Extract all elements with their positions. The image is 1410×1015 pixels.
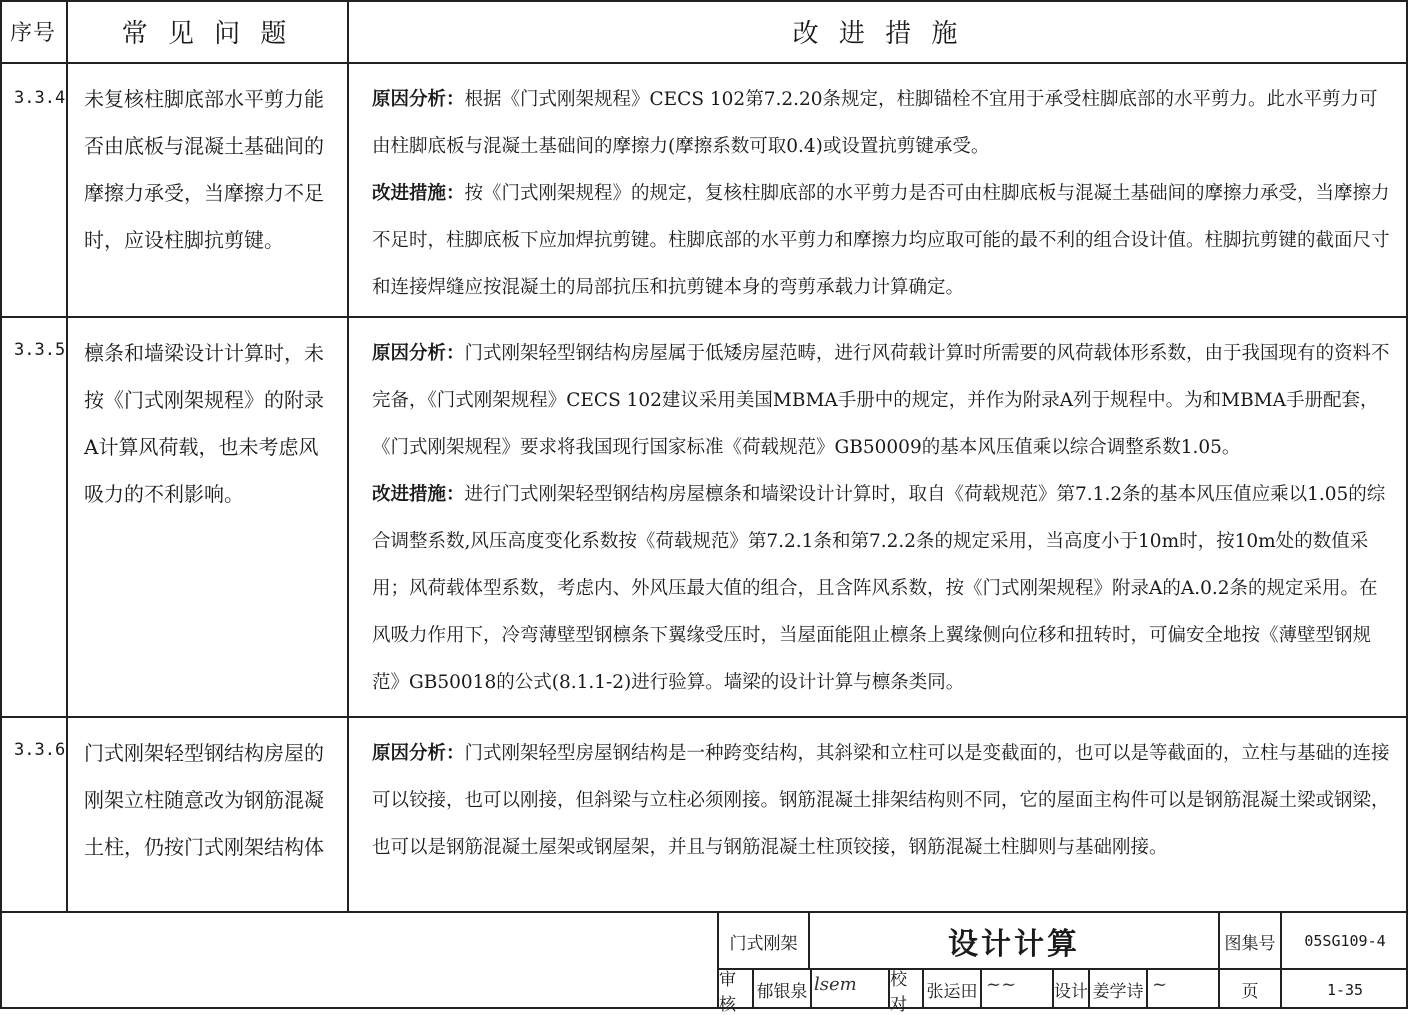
cause-label: 原因分析： (372, 343, 465, 364)
measure-block (372, 730, 1392, 871)
fix-text: 按《门式刚架规程》的规定，复核柱脚底部的水平剪力是否可由柱脚底板与混凝土基础间的摩擦力承受，当摩擦力不足时，柱脚底板下应加焊抗剪键。柱脚底部的水平剪力和摩擦力均应取可能的最不利的组合设计值。柱脚抗剪键的截面尺寸和连接焊缝应按混凝土的局部抗压和抗剪键本身的弯剪承载力计算确定。 (372, 183, 1390, 298)
measure-block (372, 330, 1392, 706)
cause-label: 原因分析： (372, 743, 465, 764)
titleblock-divider (980, 968, 982, 1009)
problem-text: 未复核柱脚底部水平剪力能否由底板与混凝土基础间的摩擦力承受，当摩擦力不足时，应设柱脚抗剪键。 (84, 87, 324, 252)
titleblock-divider (810, 968, 812, 1009)
titleblock-divider (1146, 968, 1148, 1009)
problem-text: 檩条和墙梁设计计算时，未按《门式刚架规程》的附录A计算风荷载，也未考虑风吸力的不利影响。 (84, 341, 324, 506)
reviewer-signature: lsem (814, 974, 857, 995)
titleblock-check-label: 校对 (890, 969, 907, 1015)
checker-signature: ~~ (986, 974, 1017, 995)
row-divider (0, 716, 1408, 718)
header-serial: 序号 (9, 20, 56, 46)
titleblock-review-label: 审核 (719, 969, 736, 1015)
fix-label: 改进措施： (372, 484, 465, 505)
titleblock-designer: 姜学诗 (1092, 982, 1144, 1002)
designer-signature: ~ (1152, 974, 1168, 995)
cause-text: 门式刚架轻型钢结构房屋属于低矮房屋范畴，进行风荷载计算时所需要的风荷载体形系数，由于我国现有的资料不完备，《门式刚架规程》CECS 102建议采用美国MBMA手册中的规定，并作为附录A列于规程中。为和MBMA手册配套，《门式刚架规程》要求将我国现行国家标准《荷载规范》GB50009的基本风压值乘以综合调整系数1.05。 (372, 343, 1390, 458)
titleblock-design-label: 设计 (1054, 982, 1088, 1002)
header-problem: 常 见 问 题 (121, 18, 293, 49)
col-divider (66, 0, 68, 912)
problem-text: 门式刚架轻型钢结构房屋的刚架立柱随意改为钢筋混凝土柱，仍按门式刚架结构体 (84, 741, 324, 859)
row-number: 3.3.4 (14, 88, 66, 108)
measure-block (372, 76, 1392, 311)
titleblock-reviewer: 郁银泉 (756, 982, 808, 1002)
fix-label: 改进措施： (372, 183, 465, 204)
cause-label: 原因分析： (372, 89, 465, 110)
titleblock-atlas-label: 图集号 (1224, 933, 1276, 954)
titleblock-atlas-number: 05SG109-4 (1304, 932, 1386, 950)
titleblock-title: 设计计算 (948, 927, 1080, 962)
row-number: 3.3.6 (14, 740, 66, 760)
titleblock-page-label: 页 (1241, 982, 1259, 1002)
table-bottom-line (0, 911, 1408, 913)
titleblock-category: 门式刚架 (729, 933, 798, 954)
row-divider (0, 316, 1408, 318)
header-divider (0, 62, 1408, 64)
titleblock-checker: 张运田 (926, 982, 978, 1002)
titleblock-page-number: 1-35 (1326, 980, 1364, 999)
row-number: 3.3.5 (14, 340, 66, 360)
cause-text: 根据《门式刚架规程》CECS 102第7.2.20条规定，柱脚锚栓不宜用于承受柱脚底部的水平剪力。此水平剪力可由柱脚底板与混凝土基础间的摩擦力(摩擦系数可取0.4)或设置抗剪键承受。 (372, 89, 1378, 157)
header-measure: 改 进 措 施 (792, 18, 964, 49)
fix-text: 进行门式刚架轻型钢结构房屋檩条和墙梁设计计算时，取自《荷载规范》第7.1.2条的基本风压值应乘以1.05的综合调整系数,风压高度变化系数按《荷载规范》第7.2.1条和第7.2.2条的规定采用，当高度小于10m时，按10m处的数值采用；风荷载体型系数，考虑内、外风压最大值的组合，且含阵风系数，按《门式刚架规程》附录A的A.0.2条的规定采用。在风吸力作用下，冷弯薄壁型钢檩条下翼缘受压时，当屋面能阻止檩条上翼缘侧向位移和扭转时，可偏安全地按《薄壁型钢规范》GB50018的公式(8.1.1-2)进行验算。墙梁的设计计算与檩条类同。 (372, 484, 1386, 693)
col-divider (347, 0, 349, 912)
cause-text: 门式刚架轻型房屋钢结构是一种跨变结构，其斜梁和立柱可以是变截面的，也可以是等截面的，立柱与基础的连接可以铰接，也可以刚接，但斜梁与立柱必须刚接。钢筋混凝土排架结构则不同，它的屋面主构件可以是钢筋混凝土梁或钢梁，也可以是钢筋混凝土屋架或钢屋架，并且与钢筋混凝土柱顶铰接，钢筋混凝土柱脚则与基础刚接。 (372, 743, 1390, 858)
